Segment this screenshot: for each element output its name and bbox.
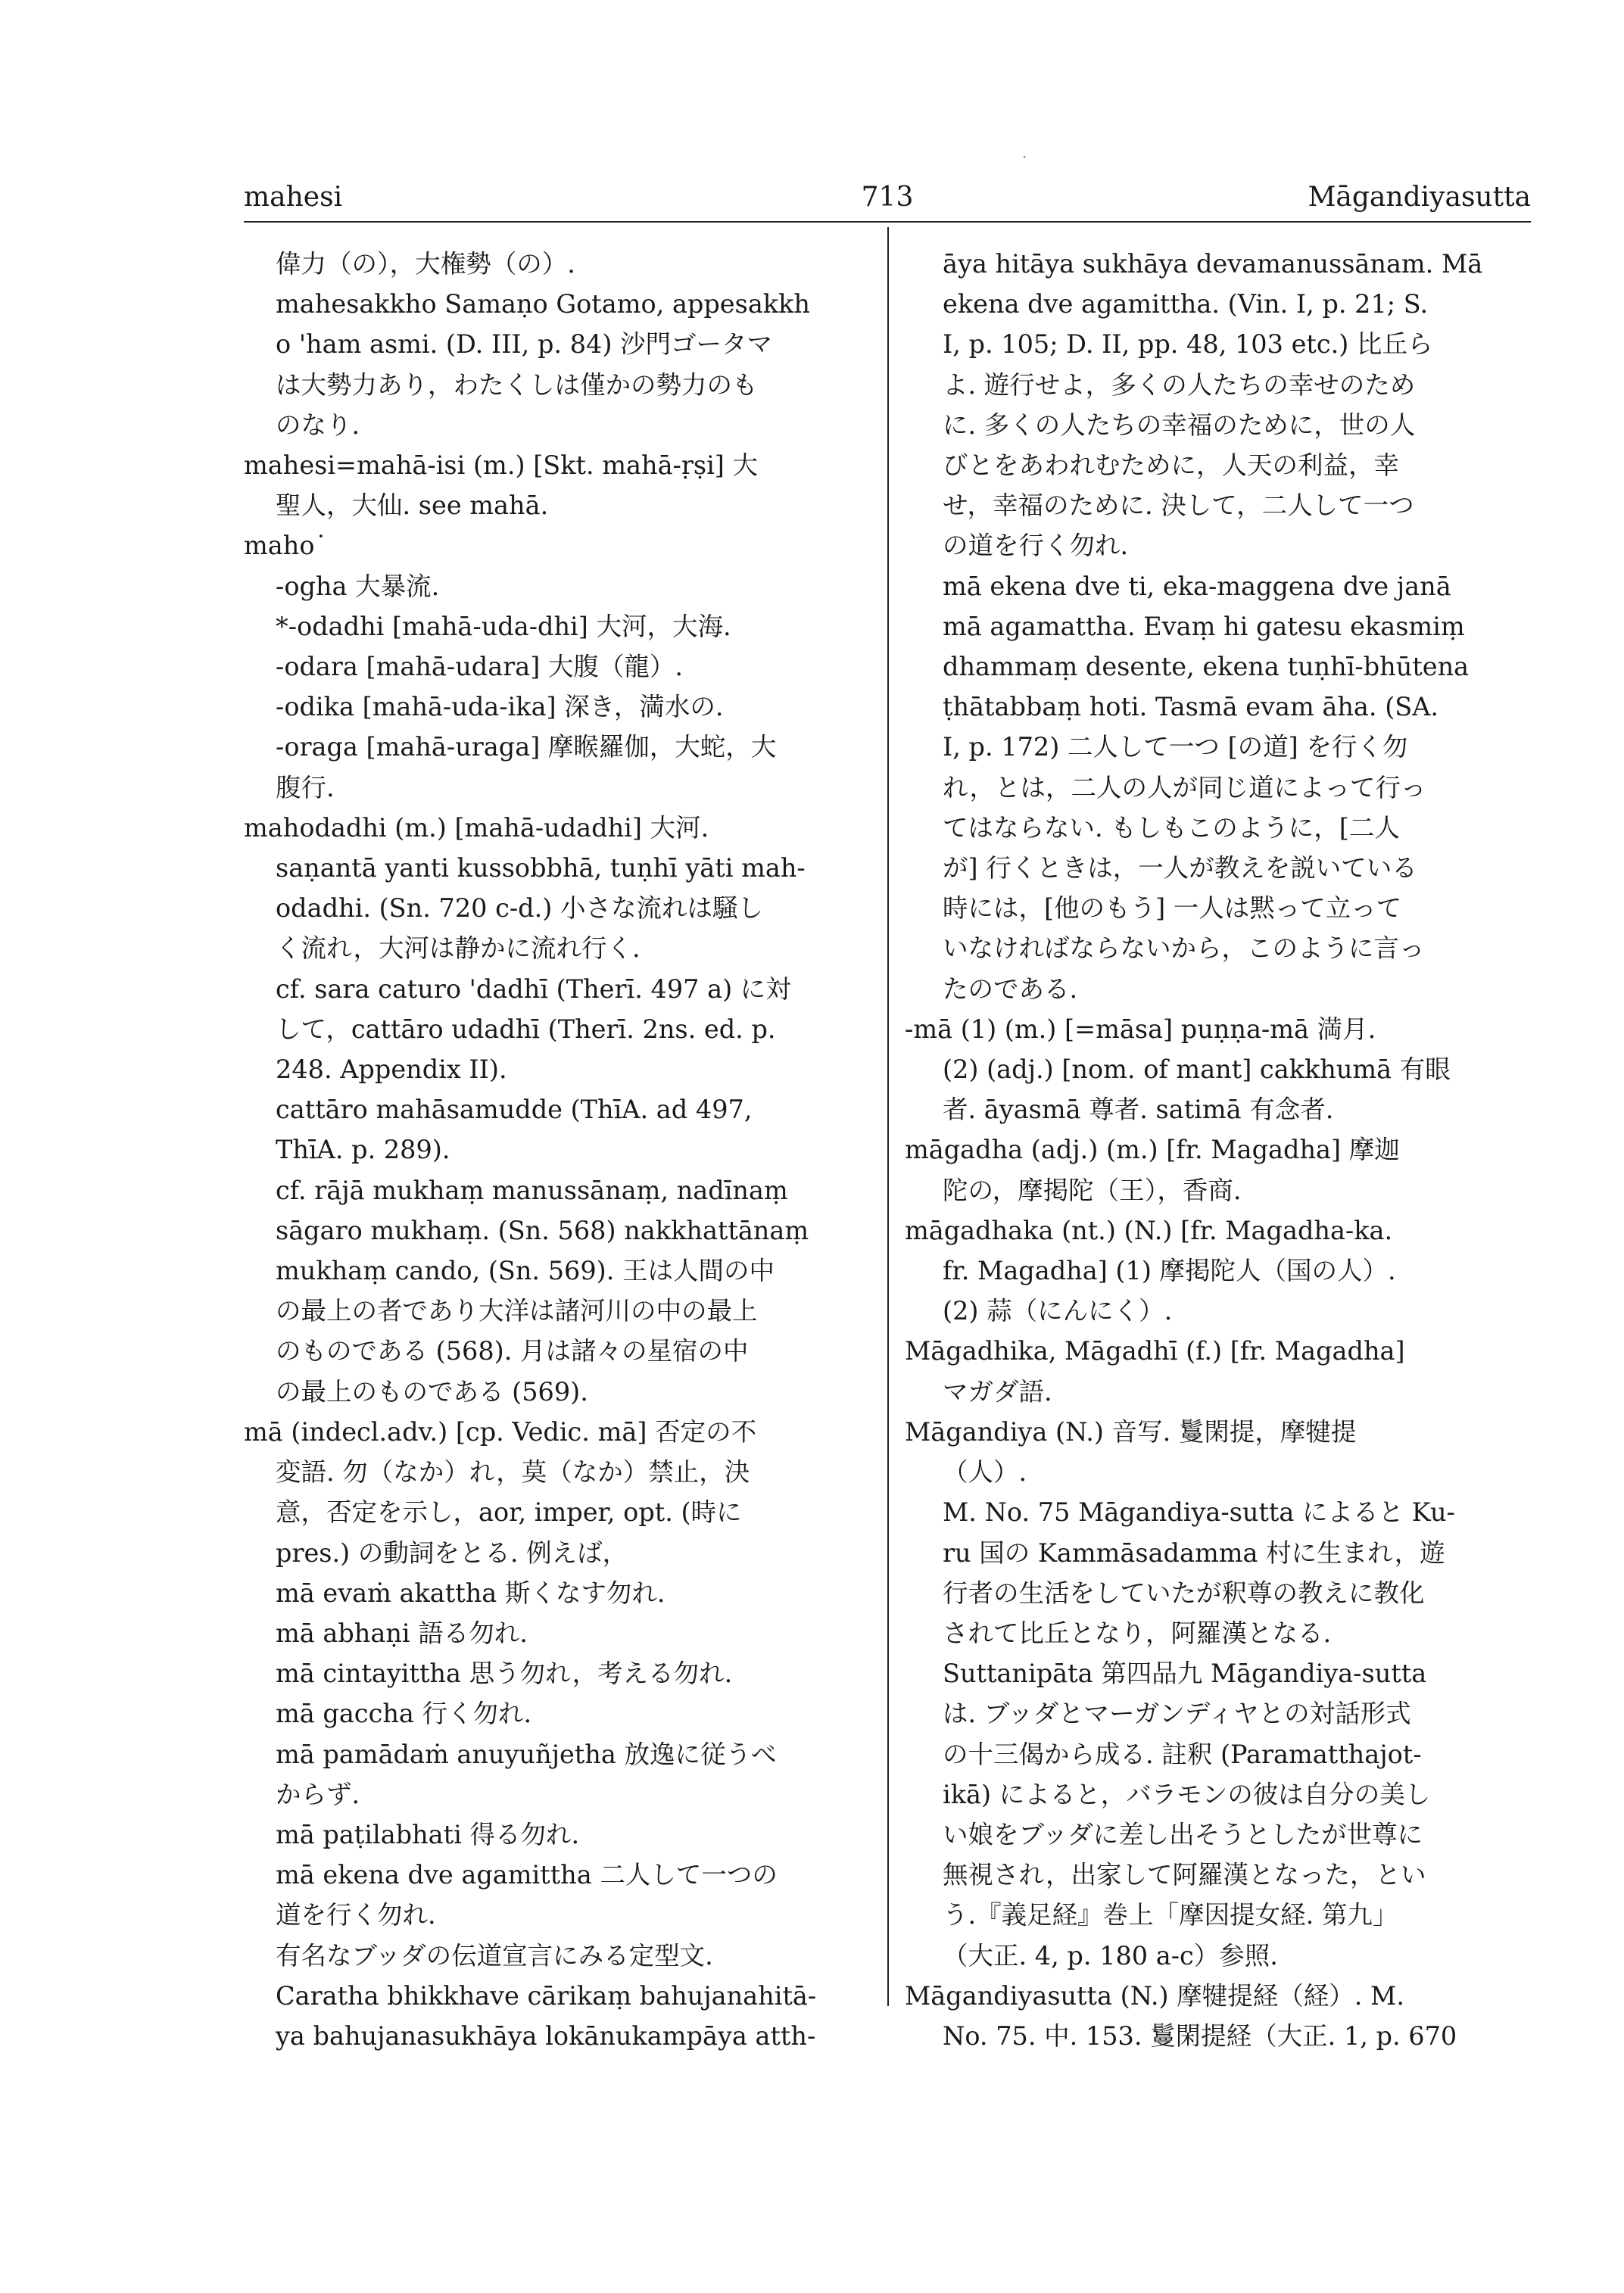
text-line: 者. āyasmā 尊者. satimā 有念者. xyxy=(943,1095,1334,1125)
text-line: は大勢力あり，わたくしは僅かの勢力のも xyxy=(276,369,758,400)
text-line: の道を行く勿れ. xyxy=(943,531,1129,561)
text-line: 時には，[他のもう] 一人は黙って立って xyxy=(943,893,1402,924)
page-number: 713 xyxy=(861,182,914,213)
text-line: mā ekena dve ti, eka-maggena dve janā xyxy=(943,571,1451,601)
text-line: の最上の者であり大洋は諸河川の中の最上 xyxy=(276,1296,758,1326)
text-line: びとをあわれむために，人天の利益，幸 xyxy=(943,450,1399,481)
text-line: (2) (adj.) [nom. of mant] cakkhumā 有眼 xyxy=(943,1055,1451,1085)
text-line: No. 75. 中. 153. 鬘閑提経（大正. 1, p. 670 xyxy=(943,2020,1457,2051)
text-line: mā cintayittha 思う勿れ，考える勿れ. xyxy=(276,1659,733,1689)
text-line: せ，幸福のために. 決して，二人して一つ xyxy=(943,491,1414,521)
text-line: よ. 遊行せよ，多くの人たちの幸せのため xyxy=(943,369,1416,400)
entry-headword-line: -mā (1) (m.) [=māsa] puṇṇa-mā 満月. xyxy=(905,1014,1376,1044)
text-line: に. 多くの人たちの幸福のために，世の人 xyxy=(943,410,1416,440)
text-line: dhammaṃ desente, ekena tuṇhī-bhūtena xyxy=(943,652,1470,682)
text-line: mā evaṁ akattha 斯くなす勿れ. xyxy=(276,1578,665,1608)
text-line: -oraga [mahā-uraga] 摩睺羅伽，大蛇，大 xyxy=(276,732,777,762)
text-line: saṇantā yanti kussobbhā, tuṇhī yāti mah- xyxy=(276,853,806,883)
text-line: -odara [mahā-udara] 大腹（龍）. xyxy=(276,652,684,682)
text-line: cf. rājā mukhaṃ manussānaṃ, nadīnaṃ xyxy=(276,1175,788,1205)
text-line: 腹行. xyxy=(276,772,335,802)
text-line: Caratha bhikkhave cārikaṃ bahujanahitā- xyxy=(276,1980,817,2011)
text-line: 道を行く勿れ. xyxy=(276,1900,436,1930)
left-column xyxy=(244,244,872,2056)
text-line: 陀の，摩掲陀（王），香商. xyxy=(943,1175,1242,1205)
text-line: ru 国の Kammāsadamma 村に生まれ，遊 xyxy=(943,1537,1445,1568)
text-line: 変語. 勿（なか）れ，莫（なか）禁止，決 xyxy=(276,1457,750,1488)
text-line: 有名なブッダの伝道宣言にみる定型文. xyxy=(276,1940,713,1971)
text-line: mā pamādaṁ anuyuñjetha 放逸に従うべ xyxy=(276,1739,777,1769)
text-line: o 'ham asmi. (D. III, p. 84) 沙門ゴータマ xyxy=(276,329,773,360)
text-line: mahesakkho Samaṇo Gotamo, appesakkh xyxy=(276,289,810,319)
right-column xyxy=(905,244,1533,2056)
text-line: M. No. 75 Māgandiya-sutta によると Ku- xyxy=(943,1497,1455,1528)
text-line: のなり. xyxy=(276,410,360,440)
text-line: 意，否定を示し，aor, imper, opt. (時に xyxy=(276,1497,742,1528)
scan-speck: · xyxy=(1022,148,1027,166)
text-line: (2) 蒜（にんにく）. xyxy=(943,1296,1173,1326)
text-line: 聖人，大仙. see mahā. xyxy=(276,491,549,521)
entry-headword-line: māgadhaka (nt.) (N.) [fr. Magadha-ka. xyxy=(905,1215,1393,1245)
text-line: の最上のものである (569). xyxy=(276,1376,588,1407)
text-line: *-odadhi [mahā-uda-dhi] 大河，大海. xyxy=(276,611,731,641)
entry-headword-line: Māgandiya (N.) 音写. 鬘閑提，摩犍提 xyxy=(905,1416,1357,1447)
text-line: い娘をブッダに差し出そうとしたが世尊に xyxy=(943,1819,1423,1849)
text-line: 248. Appendix II). xyxy=(276,1055,507,1085)
text-line: ikā) によると，バラモンの彼は自分の美し xyxy=(943,1779,1431,1809)
text-line: マガダ語. xyxy=(943,1376,1052,1407)
text-line: mā paṭilabhati 得る勿れ. xyxy=(276,1819,580,1849)
text-line: mā agamattha. Evaṃ hi gatesu ekasmiṃ xyxy=(943,611,1465,641)
text-line: 偉力（の），大権勢（の）. xyxy=(276,249,575,279)
entry-headword-line: mahesi=mahā-isi (m.) [Skt. mahā-ṛṣi] 大 xyxy=(244,450,759,481)
text-line: れ，とは，二人の人が同じ道によって行っ xyxy=(943,772,1426,802)
text-line: からず. xyxy=(276,1779,360,1809)
text-line: （大正. 4, p. 180 a-c）参照. xyxy=(943,1940,1278,1971)
text-line: mā abhaṇi 語る勿れ. xyxy=(276,1618,528,1648)
entry-headword-line: Māgandiyasutta (N.) 摩犍提経（経）. M. xyxy=(905,1980,1404,2011)
text-line: I, p. 172) 二人して一つ [の道] を行く勿 xyxy=(943,732,1408,762)
text-line: mukhaṃ cando, (Sn. 569). 王は人間の中 xyxy=(276,1256,775,1286)
text-line: ya bahujanasukhāya lokānukampāya atth- xyxy=(276,2020,816,2051)
text-line: fr. Magadha] (1) 摩掲陀人（国の人）. xyxy=(943,1256,1396,1286)
text-line: たのである. xyxy=(943,974,1078,1004)
entry-headword-line: mahodadhi (m.) [mahā-udadhi] 大河. xyxy=(244,812,709,843)
text-line: のものである (568). 月は諸々の星宿の中 xyxy=(276,1336,749,1366)
text-line: されて比丘となり，阿羅漢となる. xyxy=(943,1618,1332,1648)
entry-headword-line: māgadha (adj.) (m.) [fr. Magadha] 摩迦 xyxy=(905,1135,1400,1165)
text-line: mā ekena dve agamittha 二人して一つの xyxy=(276,1860,778,1890)
running-header xyxy=(244,182,1531,227)
text-line: ṭhātabbaṃ hoti. Tasmā evam āha. (SA. xyxy=(943,692,1439,722)
text-line: ThīA. p. 289). xyxy=(276,1135,450,1165)
text-line: sāgaro mukhaṃ. (Sn. 568) nakkhattānaṃ xyxy=(276,1215,809,1245)
text-line: てはならない. もしもこのように，[二人 xyxy=(943,812,1400,843)
text-line: I, p. 105; D. II, pp. 48, 103 etc.) 比丘ら xyxy=(943,329,1433,360)
text-line: pres.) の動詞をとる. 例えば， xyxy=(276,1537,628,1568)
text-line: の十三偈から成る. 註釈 (Paramatthajot- xyxy=(943,1739,1422,1769)
text-line: -ogha 大暴流. xyxy=(276,571,440,601)
text-line: 行者の生活をしていたが釈尊の教えに教化 xyxy=(943,1578,1425,1608)
text-line: う.『義足経』巻上「摩因提女経. 第九」 xyxy=(943,1900,1398,1930)
header-guide-word-right: Māgandiyasutta xyxy=(1308,182,1531,213)
entry-headword-line: mā (indecl.adv.) [cp. Vedic. mā] 否定の不 xyxy=(244,1416,757,1447)
text-line: く流れ，大河は静かに流れ行く. xyxy=(276,933,641,964)
text-line: cattāro mahāsamudde (ThīA. ad 497, xyxy=(276,1095,753,1125)
text-line: が] 行くときは，一人が教えを説いている xyxy=(943,853,1417,883)
text-line: 無視され，出家して阿羅漢となった，とい xyxy=(943,1860,1426,1890)
header-guide-word-left: mahesi xyxy=(244,182,343,213)
column-divider xyxy=(887,227,889,2006)
text-line: cf. sara caturo 'dadhī (Therī. 497 a) に対 xyxy=(276,974,791,1004)
text-line: ekena dve agamittha. (Vin. I, p. 21; S. xyxy=(943,289,1429,319)
text-line: （人）. xyxy=(943,1457,1027,1488)
header-rule xyxy=(244,221,1531,223)
entry-headword-line: Māgadhika, Māgadhī (f.) [fr. Magadha] xyxy=(905,1336,1405,1366)
text-line: āya hitāya sukhāya devamanussānam. Mā xyxy=(943,249,1483,279)
text-line: -odika [mahā-uda-ika] 深き，満水の. xyxy=(276,692,724,722)
text-line: mā gaccha 行く勿れ. xyxy=(276,1699,532,1729)
text-line: は. ブッダとマーガンディヤとの対話形式 xyxy=(943,1699,1411,1729)
entry-headword-line: maho˙ xyxy=(244,531,328,561)
text-line: Suttanipāta 第四品九 Māgandiya-sutta xyxy=(943,1659,1427,1689)
text-line: いなければならないから，このように言っ xyxy=(943,933,1425,964)
text-line: odadhi. (Sn. 720 c-d.) 小さな流れは騒し xyxy=(276,893,763,924)
text-line: して，cattāro udadhī (Therī. 2ns. ed. p. xyxy=(276,1014,776,1044)
